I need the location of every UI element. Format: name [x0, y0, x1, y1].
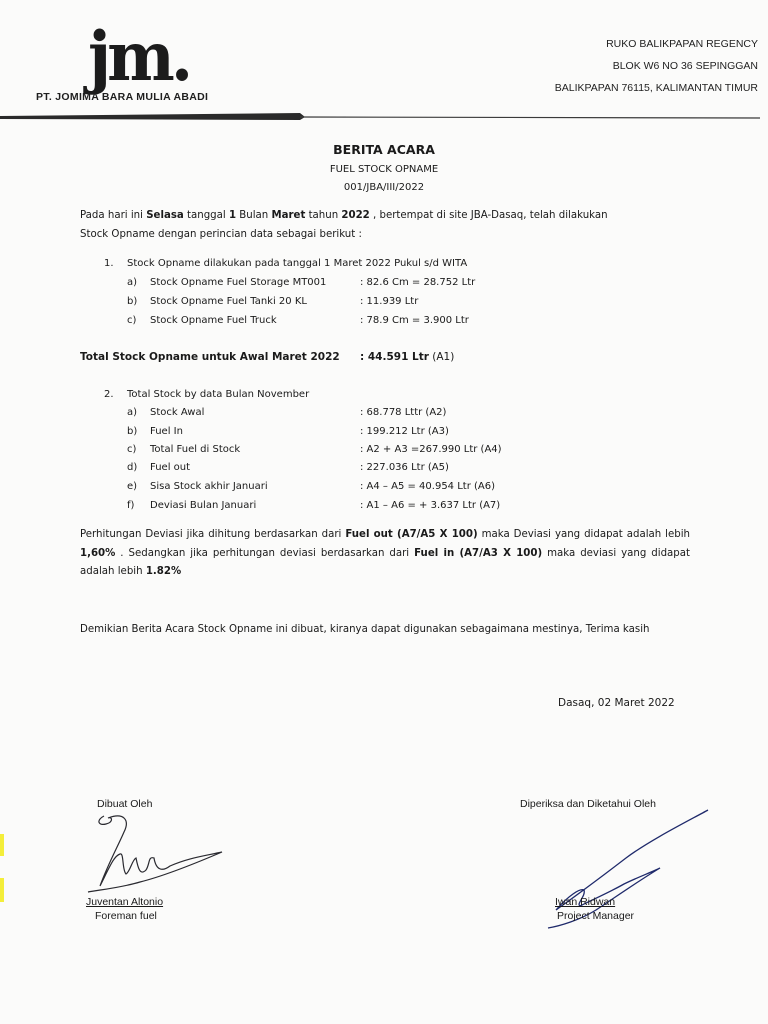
section-1-item-label: Stock Opname Fuel Tanki 20 KL [150, 296, 307, 307]
deviation-paragraph: Perhitungan Deviasi jika dihitung berdasarkan dari Fuel out (A7/A5 X 100) maka Deviasi yang didapat adalah lebih 1,60% . Sedangkan jika perhitungan deviasi berdasarkan dari Fuel in (A7/A3 X 100) maka deviasi yang didapat adalah lebih 1.82% [80, 529, 691, 577]
section-1-item-value: : 11.939 Ltr [360, 296, 419, 307]
section-2-item-label: Sisa Stock akhir Januari [150, 481, 268, 492]
right-signature-role: Project Manager [557, 910, 635, 922]
left-signature-caption: Dibuat Oleh [97, 798, 153, 810]
document-title: BERITA ACARA [333, 142, 435, 157]
section-1-item-label: Stock Opname Fuel Storage MT001 [150, 277, 327, 288]
section-2-item-value: : A2 + A3 =267.990 Ltr (A4) [360, 444, 502, 455]
section-2-item-value: : 68.778 Lttr (A2) [360, 407, 447, 418]
section-1-item-letter: b) [127, 296, 138, 307]
section-1-heading: Stock Opname dilakukan pada tanggal 1 Maret 2022 Pukul s/d WITA [127, 258, 468, 269]
section-2-item-label: Fuel out [150, 462, 191, 473]
letterhead-rule [0, 112, 760, 122]
section-2-item-letter: a) [127, 407, 138, 418]
address-line-1: RUKO BALIKPAPAN REGENCY [606, 38, 758, 50]
address-line-3: BALIKPAPAN 76115, KALIMANTAN TIMUR [554, 82, 758, 94]
section-2-item-value: : 227.036 Ltr (A5) [360, 462, 449, 473]
closing-paragraph: Demikian Berita Acara Stock Opname ini dibuat, kiranya dapat digunakan sebagaimana mestinya, Terima kasih [80, 624, 650, 635]
section-2-item-label: Deviasi Bulan Januari [150, 500, 257, 511]
left-signature-role: Foreman fuel [95, 910, 157, 922]
section-2-item-letter: b) [127, 426, 138, 437]
highlight-mark [0, 878, 4, 902]
highlight-mark [0, 834, 4, 856]
section-1-item-value: : 78.9 Cm = 3.900 Ltr [360, 315, 469, 326]
section-1-item-value: : 82.6 Cm = 28.752 Ltr [360, 277, 476, 288]
section-1-number: 1. [104, 258, 114, 269]
total-value: : 44.591 Ltr (A1) [360, 351, 455, 363]
section-1-item-letter: c) [127, 315, 137, 326]
place-date: Dasaq, 02 Maret 2022 [558, 697, 675, 709]
left-signature-name: Juventan Altonio [86, 896, 164, 908]
section-2-item-value: : A1 – A6 = + 3.637 Ltr (A7) [360, 500, 501, 511]
section-2-item-letter: c) [127, 444, 137, 455]
left-signature-mark [84, 812, 234, 900]
section-2-item-letter: f) [127, 500, 135, 511]
section-1-item-label: Stock Opname Fuel Truck [150, 315, 277, 326]
section-2-item-letter: e) [127, 481, 138, 492]
total-label: Total Stock Opname untuk Awal Maret 2022 [80, 351, 340, 363]
company-name: PT. JOMIMA BARA MULIA ABADI [36, 91, 209, 103]
section-2-number: 2. [104, 389, 114, 400]
address-line-2: BLOK W6 NO 36 SEPINGGAN [612, 60, 758, 72]
section-1-item-letter: a) [127, 277, 138, 288]
section-2-item-value: : 199.212 Ltr (A3) [360, 426, 449, 437]
section-2-item-value: : A4 – A5 = 40.954 Ltr (A6) [360, 481, 496, 492]
company-logo: jm. [88, 18, 190, 97]
section-2-item-label: Fuel In [150, 426, 183, 437]
section-2-heading: Total Stock by data Bulan November [127, 389, 310, 400]
section-2-item-label: Stock Awal [150, 407, 205, 418]
section-2-item-label: Total Fuel di Stock [150, 444, 241, 455]
document-subtitle: FUEL STOCK OPNAME [329, 164, 439, 175]
intro-paragraph: Pada hari ini Selasa tanggal 1 Bulan Maret tahun 2022 , bertempat di site JBA-Dasaq, telah dilakukan Stock Opname dengan perincian data sebagai berikut : [80, 210, 608, 240]
section-2-item-letter: d) [127, 462, 138, 473]
document-number: 001/JBA/III/2022 [343, 182, 425, 193]
right-signature-name: Iwan Ridwan [555, 896, 616, 908]
right-signature-caption: Diperiksa dan Diketahui Oleh [520, 798, 656, 810]
